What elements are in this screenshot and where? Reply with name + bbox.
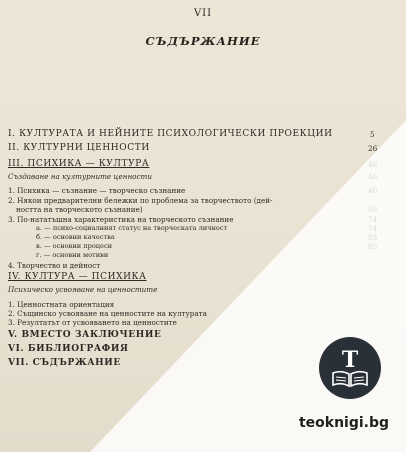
toc-chapter-1: I. КУЛТУРАТА И НЕЙНИТЕ ПСИХОЛОГИЧЕСКИ ПРОЕКЦИИ [8,129,333,139]
toc-item-3-2-cont: ността на творческото съзнание) [16,205,143,214]
toc-item-3-2: 2. Някои предварителни бележки по проблема за творчеството (дей- [8,196,273,205]
toc-title: СЪДЪРЖАНИЕ [145,34,261,48]
toc-sub-a: а. — психо-социалният статус на творческата личност [36,224,228,232]
book-t-icon [319,337,381,399]
watermark-site-name: teoknigi.bg [298,415,390,431]
watermark-logo [319,337,381,399]
toc-chapter-7: VII. СЪДЪРЖАНИЕ [8,358,121,368]
toc-sub-c: в. — основни процеси [36,242,113,250]
toc-section-3: Създаване на културните ценности [8,172,152,181]
toc-chapter-3: III. ПСИХИКА — КУЛТУРА [8,159,150,169]
toc-chapter-2: II. КУЛТУРНИ ЦЕННОСТИ [8,143,150,153]
toc-item-4-1: 1. Ценностната ориентация [8,300,115,309]
page-number-roman: VII [193,8,213,19]
toc-item-3-1: 1. Психика — съзнание — творческо съзнание [8,186,186,195]
logo-letter: T [341,347,359,373]
toc-item-4-3: 3. Резултатът от усвояването на ценностите [8,318,177,327]
toc-page-2: 26 [368,144,378,153]
toc-chapter-6: VI. БИБЛИОГРАФИЯ [8,344,129,354]
toc-chapter-5: V. ВМЕСТО ЗАКЛЮЧЕНИЕ [8,330,162,340]
toc-section-4: Психическо усвояване на ценностите [8,285,158,294]
toc-sub-b: б. — основни качества [36,233,115,241]
toc-item-4-2: 2. Същинско усвояване на ценностите на културата [8,309,207,318]
toc-sub-d: г. — основни мотиви [36,251,109,259]
toc-page-1: 5 [370,130,375,139]
toc-item-3-3: 3. По-нататъшна характеристика на творческото съзнание [8,215,234,224]
toc-item-3-4: 4. Творчество и дейност [8,261,101,270]
toc-chapter-4: IV. КУЛТУРА — ПСИХИКА [8,272,147,282]
